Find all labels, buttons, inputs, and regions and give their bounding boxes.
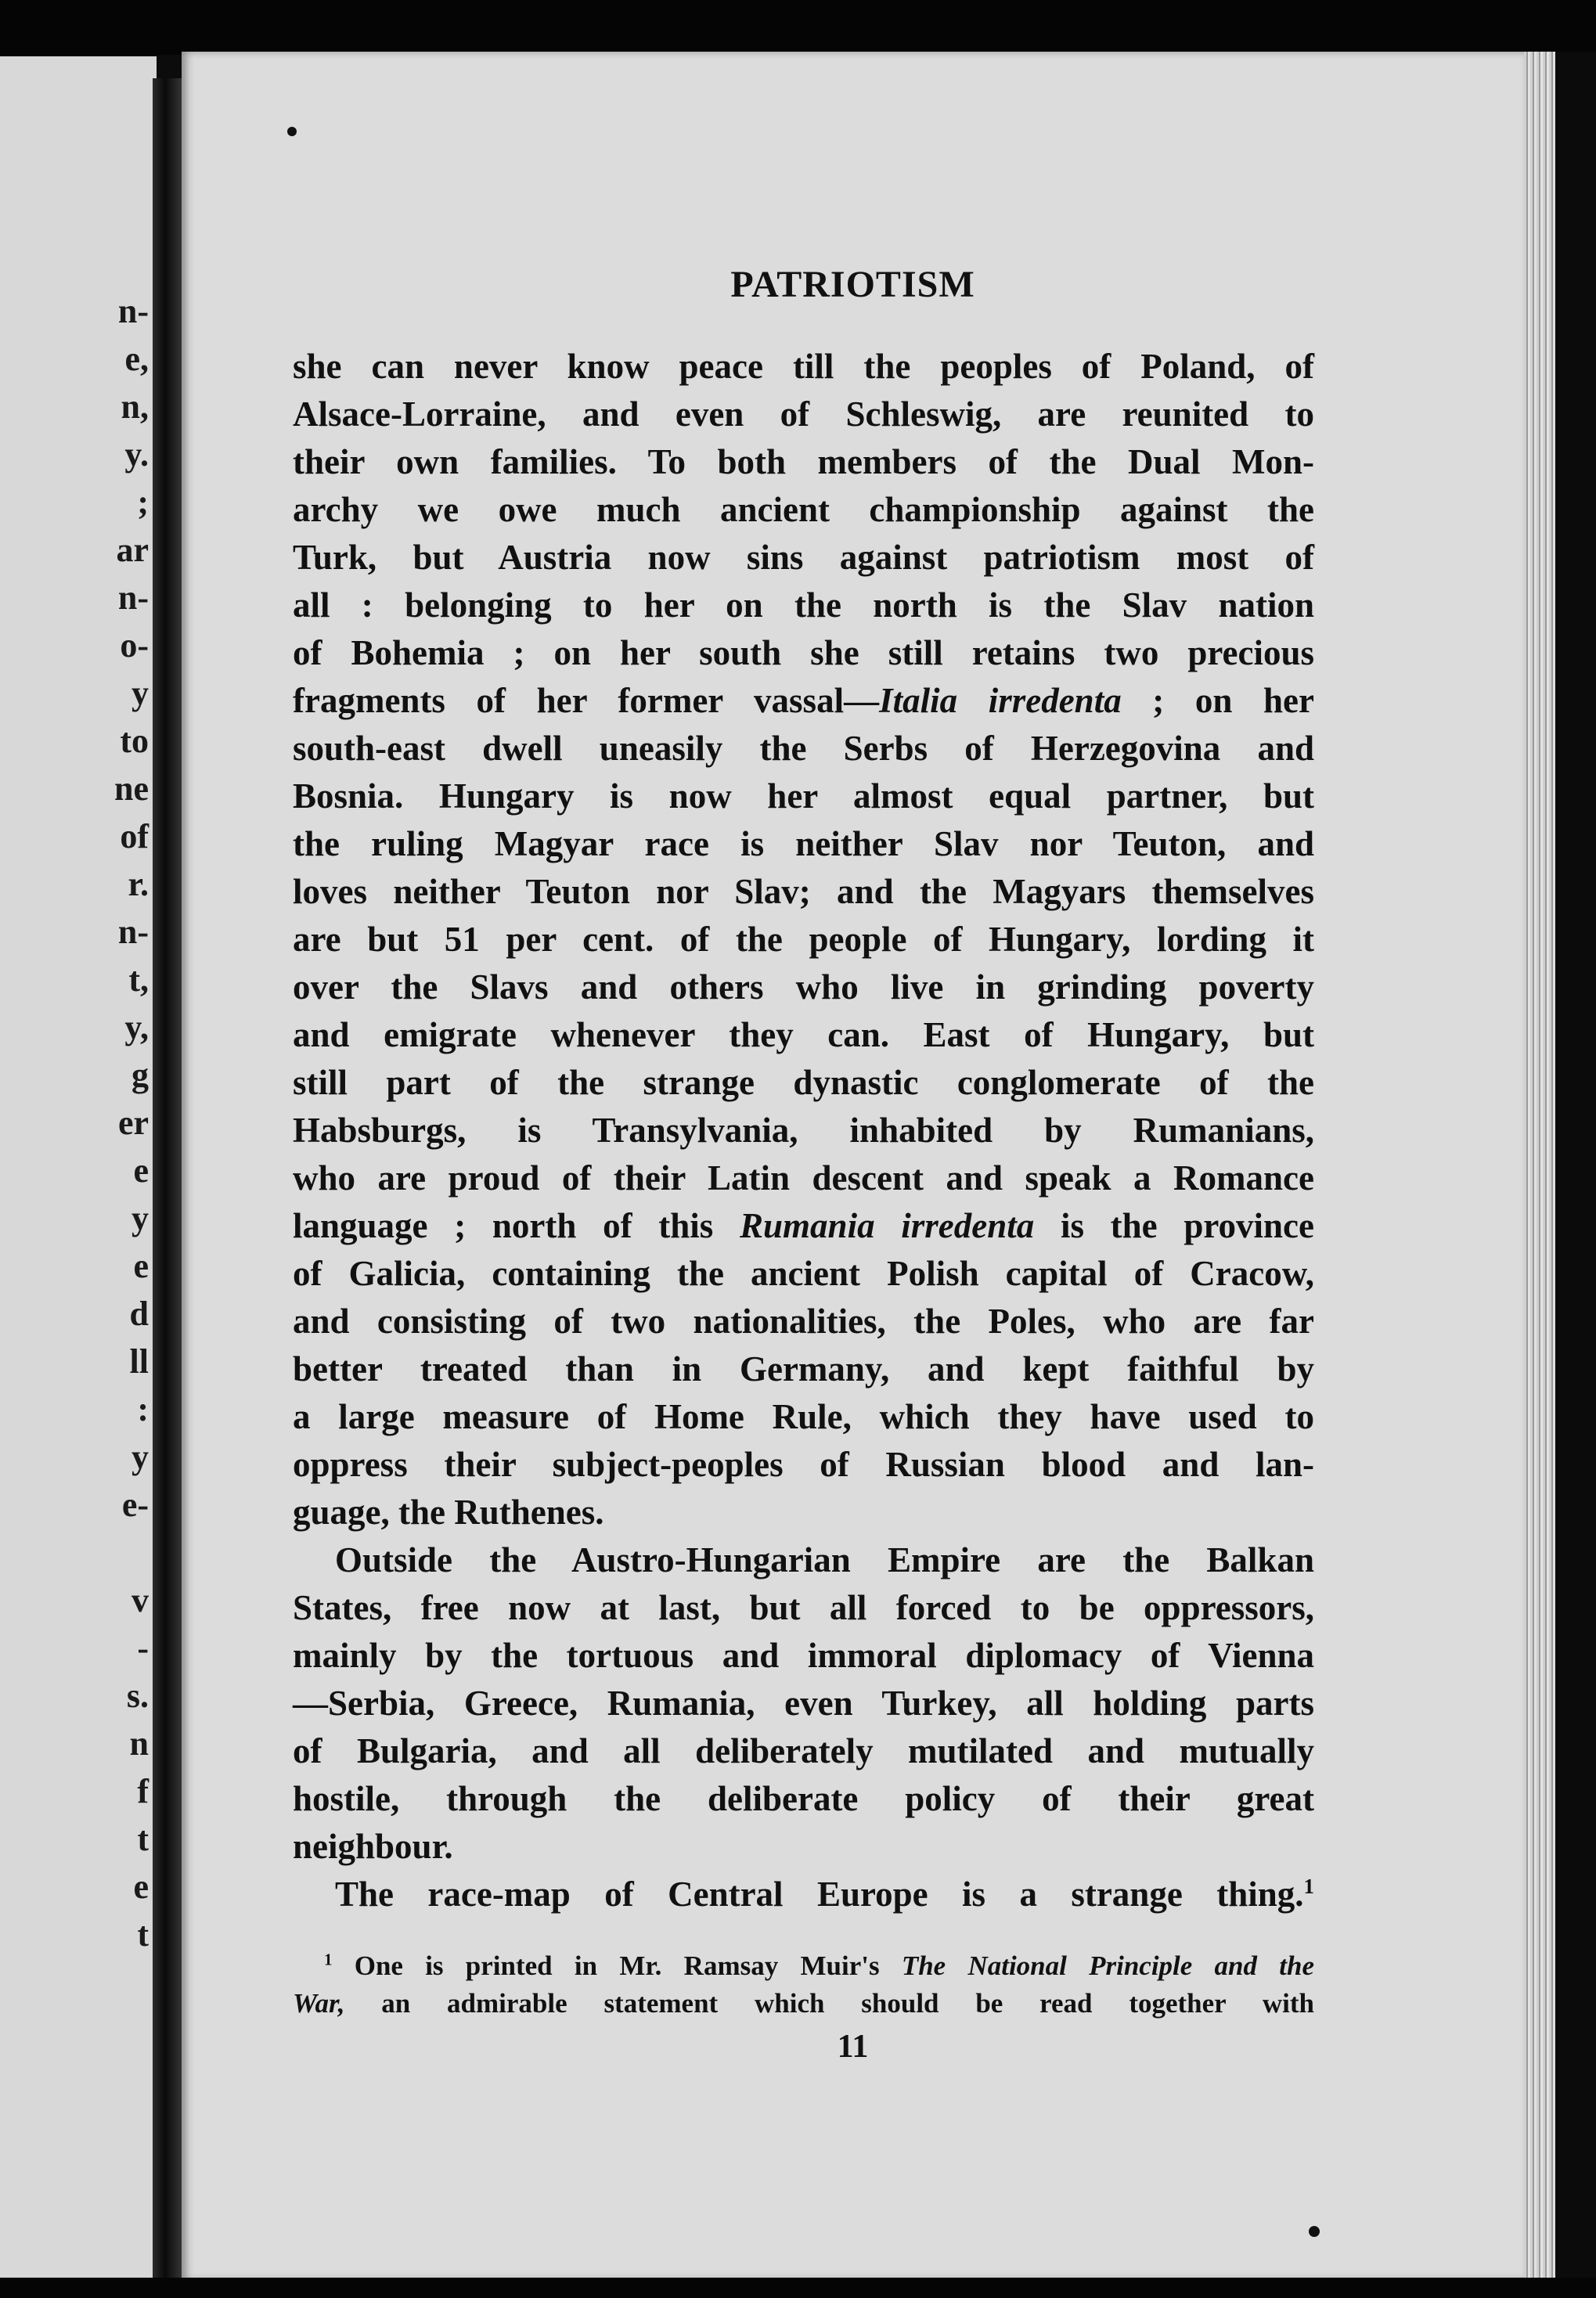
text-line: are but 51 per cent. of the people of Hungary, lording it	[293, 920, 1314, 959]
text-line: their own families. To both members of the Dual Mon-	[293, 442, 1314, 481]
text-line: fragments of her former vassal—Italia irredenta ; on her	[293, 681, 1314, 720]
text-line: south-east dwell uneasily the Serbs of Herzegovina and	[293, 729, 1314, 768]
previous-page-fragment: s.	[126, 1677, 149, 1715]
previous-page-fragment: ar	[116, 531, 149, 569]
scan-border-top	[0, 0, 1596, 55]
text-line: The race-map of Central Europe is a strange thing.$^1$	[335, 1875, 1314, 1914]
previous-page-fragment: t,	[128, 960, 149, 999]
footnote-marker: 1	[1303, 1875, 1314, 1898]
page-stack-edge	[1524, 52, 1555, 2281]
previous-page-fragment: :	[137, 1390, 149, 1428]
previous-page-fragment: y.	[124, 435, 149, 474]
text-line: guage, the Ruthenes.	[293, 1493, 604, 1532]
text-line: neighbour.	[293, 1827, 453, 1866]
previous-page-fragment: -	[137, 1629, 149, 1667]
text-line: all : belonging to her on the north is the Slav nation	[293, 585, 1314, 625]
text-line: language ; north of this Rumania irredenta is the province	[293, 1206, 1314, 1245]
previous-page-fragment: y,	[124, 1008, 149, 1046]
previous-page-fragment: e	[133, 1868, 149, 1906]
previous-page-fragment: e	[133, 1247, 149, 1285]
italic-title: War,	[293, 1988, 345, 2019]
previous-page-fragment: ne	[114, 769, 149, 808]
speck-mark	[1309, 2226, 1320, 2237]
previous-page-fragment: n-	[117, 913, 149, 951]
previous-page-fragment: ;	[137, 483, 149, 521]
text-line: of Bulgaria, and all deliberately mutilated and mutually	[293, 1731, 1314, 1770]
text-line: archy we owe much ancient championship against the	[293, 490, 1314, 529]
footnote	[293, 1947, 1314, 2022]
previous-page-fragment: ll	[129, 1342, 149, 1381]
previous-page-fragment: to	[120, 722, 149, 760]
speck-mark	[287, 127, 297, 136]
previous-page-fragment: n,	[121, 387, 149, 426]
running-head: PATRIOTISM	[730, 264, 975, 305]
footnote-number: 1	[324, 1950, 333, 1969]
text-line: Alsace-Lorraine, and even of Schleswig, are reunited to	[293, 394, 1314, 434]
previous-page-fragment: t	[137, 1915, 149, 1954]
previous-page-fragment: er	[117, 1104, 149, 1142]
previous-page-fragment: n-	[117, 578, 149, 617]
text-line: a large measure of Home Rule, which they have used to	[293, 1397, 1314, 1436]
previous-page-fragment: t	[137, 1820, 149, 1858]
previous-page-fragment: e-	[121, 1486, 149, 1524]
previous-page-fragment: o-	[120, 626, 149, 665]
previous-page-fragment: f	[137, 1772, 149, 1810]
text-line: and consisting of two nationalities, the Poles, who are far	[293, 1302, 1314, 1341]
text-line: —Serbia, Greece, Rumania, even Turkey, all holding parts	[293, 1684, 1314, 1723]
text-line: loves neither Teuton nor Slav; and the Magyars themselves	[293, 872, 1314, 911]
previous-page-fragment: e,	[124, 340, 149, 378]
previous-page-fragment: y	[131, 674, 149, 712]
previous-page-fragment: n	[129, 1724, 149, 1763]
text-line: the ruling Magyar race is neither Slav nor Teuton, and	[293, 824, 1314, 863]
text-line: of Galicia, containing the ancient Polish capital of Cracow,	[293, 1254, 1314, 1293]
book-gutter	[153, 78, 184, 2293]
footnote-line: War, an admirable statement which should be read together with	[293, 1988, 1314, 2019]
text-line: mainly by the tortuous and immoral diplomacy of Vienna	[293, 1636, 1314, 1675]
text-line: still part of the strange dynastic conglomerate of the	[293, 1063, 1314, 1102]
previous-page-fragment: y	[131, 1199, 149, 1237]
text-line: and emigrate whenever they can. East of Hungary, but	[293, 1015, 1314, 1054]
text-line: hostile, through the deliberate policy of their great	[293, 1779, 1314, 1818]
italic-title: The National Principle and the	[901, 1950, 1314, 1981]
text-line: Turk, but Austria now sins against patriotism most of	[293, 538, 1314, 577]
text-line: States, free now at last, but all forced to be oppressors,	[293, 1588, 1314, 1627]
text-line: Habsburgs, is Transylvania, inhabited by Rumanians,	[293, 1111, 1314, 1150]
previous-page-fragment: e	[133, 1151, 149, 1190]
italic-phrase: Rumania irredenta	[740, 1206, 1035, 1245]
scan-border-bottom	[0, 2278, 1596, 2298]
previous-page-fragment: r.	[128, 865, 149, 903]
previous-page-fragment: y	[131, 1438, 149, 1476]
previous-page-strip	[0, 56, 157, 2279]
text-line: who are proud of their Latin descent and speak a Romance	[293, 1158, 1314, 1198]
previous-page-fragment: g	[131, 1056, 149, 1094]
scan-border-right	[1555, 52, 1596, 2281]
text-line: she can never know peace till the peoples of Poland, of	[293, 347, 1314, 386]
text-line: Bosnia. Hungary is now her almost equal partner, but	[293, 776, 1314, 816]
previous-page-fragment: of	[120, 817, 149, 855]
body-text	[293, 343, 1314, 1918]
text-line: of Bohemia ; on her south she still retains two precious	[293, 633, 1314, 672]
text-line: Outside the Austro-Hungarian Empire are the Balkan	[335, 1540, 1314, 1579]
text-line: oppress their subject-peoples of Russian blood and lan-	[293, 1445, 1314, 1484]
previous-page-fragment: v	[131, 1581, 149, 1619]
text-line: over the Slavs and others who live in grinding poverty	[293, 967, 1314, 1007]
previous-page-fragment: n-	[117, 292, 149, 330]
footnote-line: $^1$ One is printed in Mr. Ramsay Muir's The National Principle and the	[324, 1950, 1314, 1981]
page-number: 11	[837, 2029, 869, 2065]
italic-phrase: Italia irredenta	[879, 681, 1122, 720]
text-line: better treated than in Germany, and kept faithful by	[293, 1349, 1314, 1389]
previous-page-fragment: d	[129, 1295, 149, 1333]
book-page	[182, 52, 1524, 2281]
